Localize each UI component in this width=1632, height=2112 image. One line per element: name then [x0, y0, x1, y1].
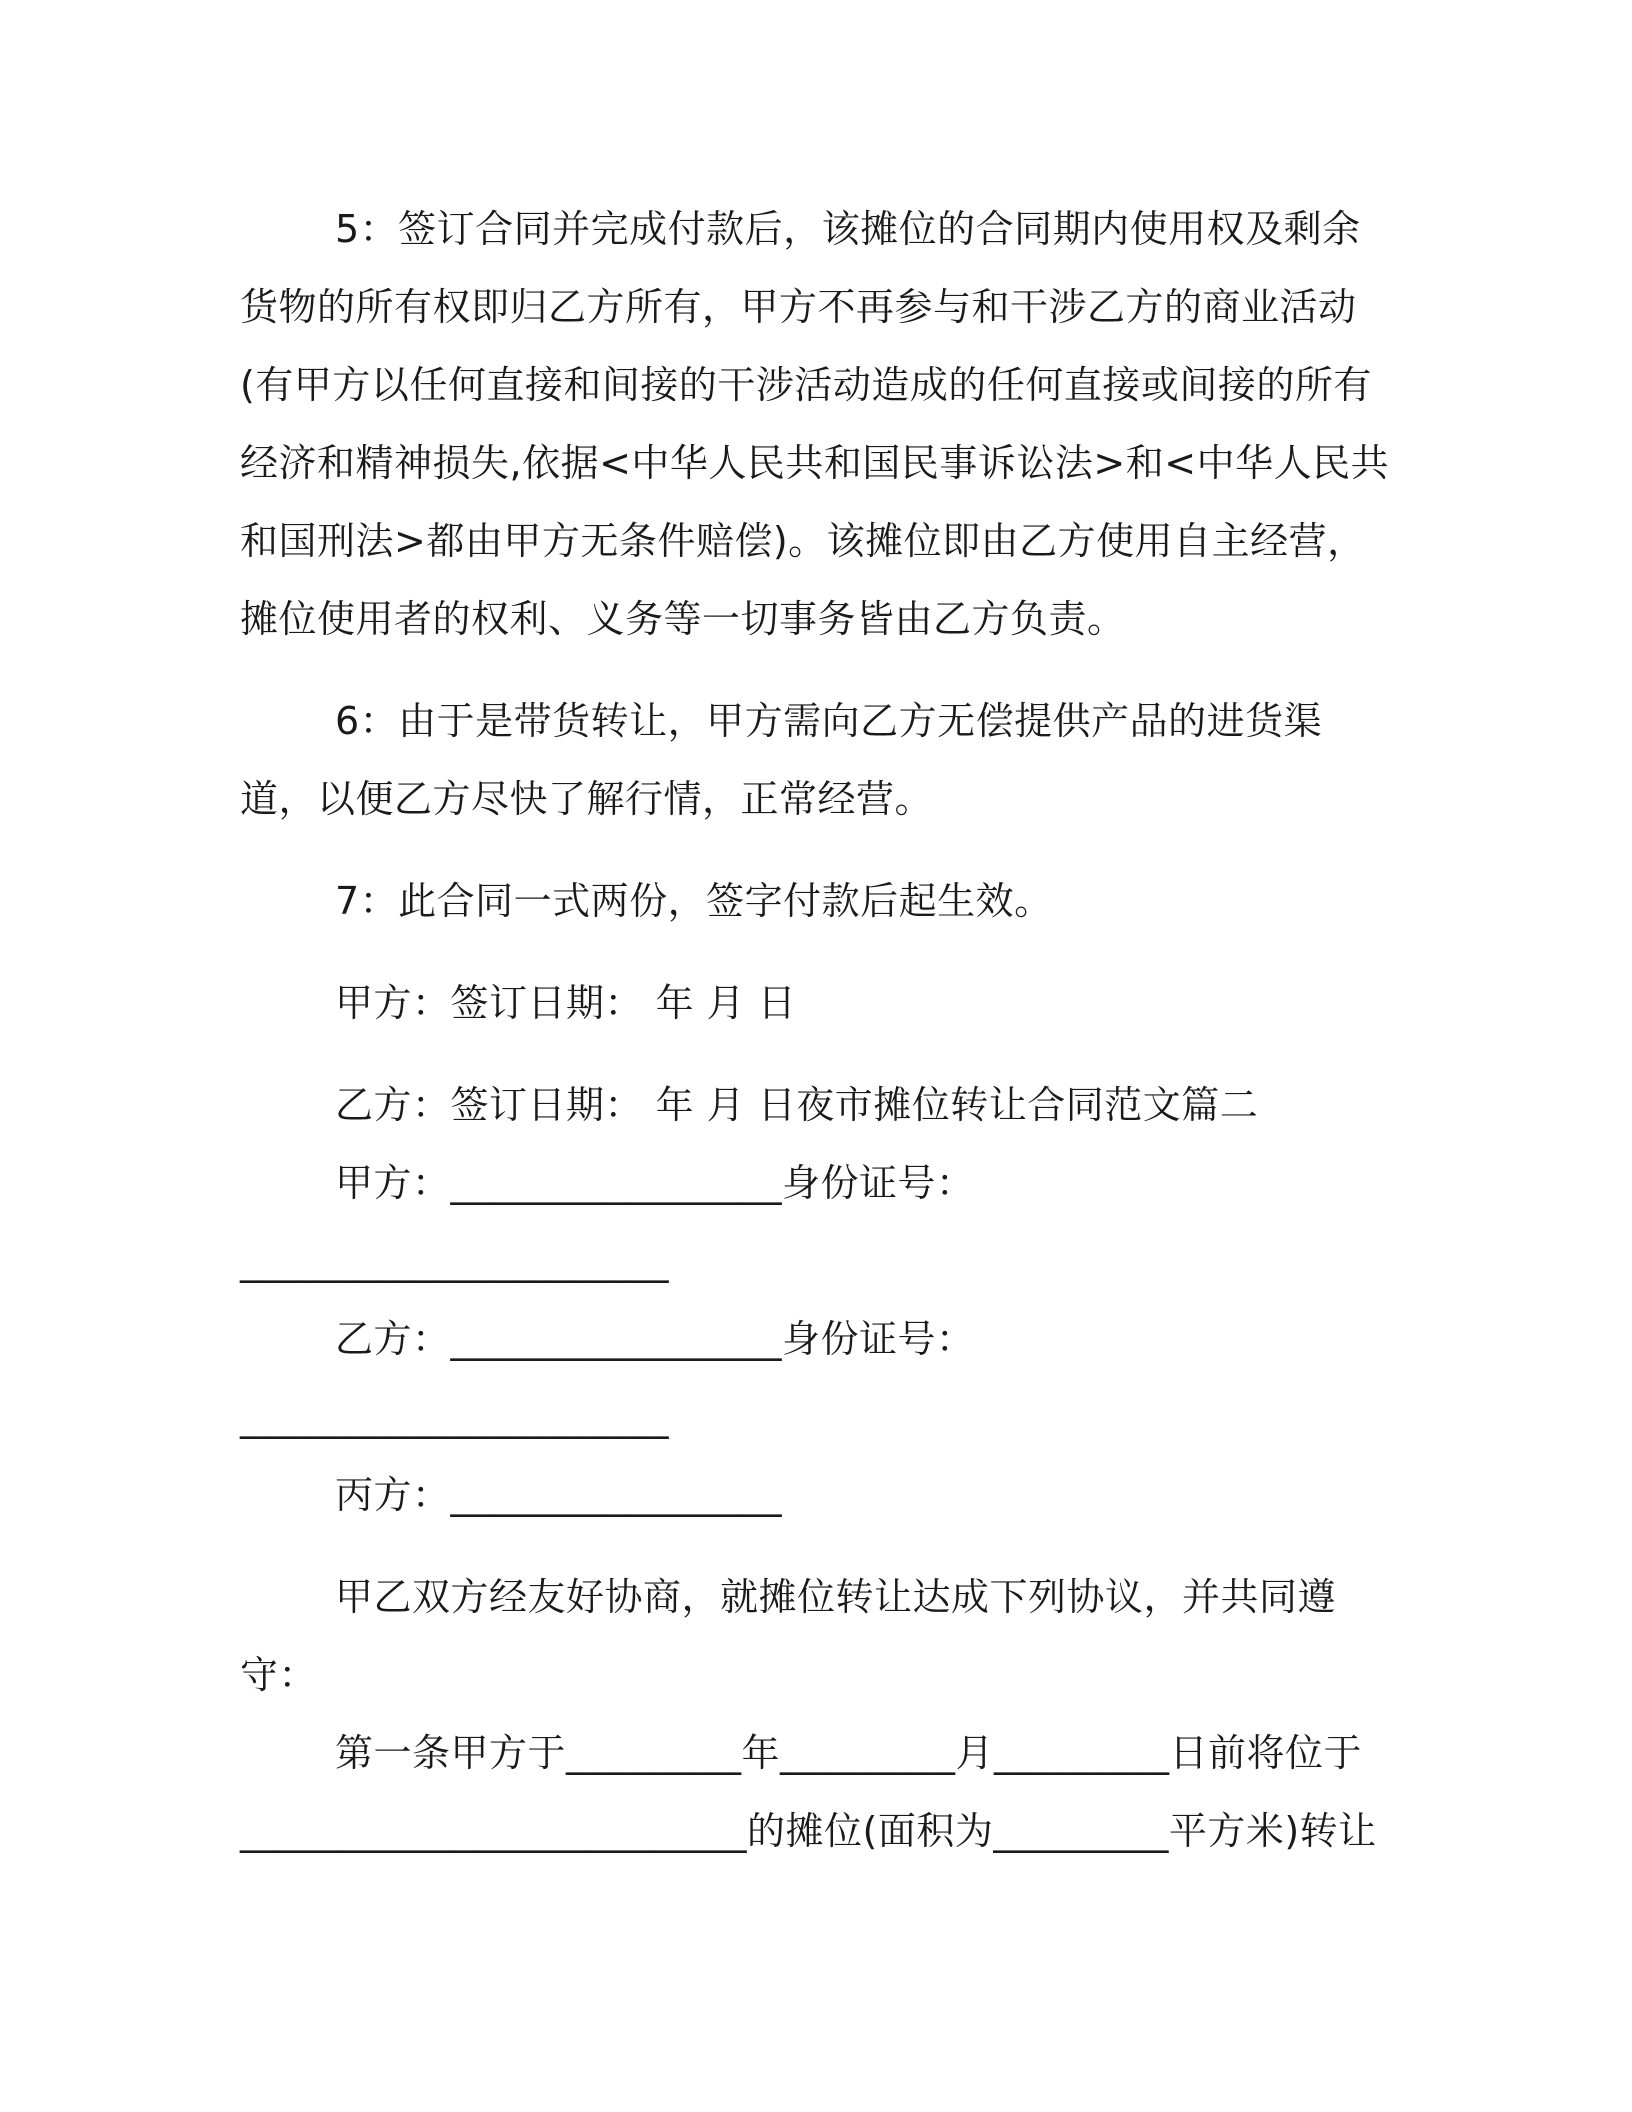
clause-7: 7：此合同一式两份，签字付款后起生效。: [335, 879, 1053, 923]
party-b-sign-date: 乙方：签订日期： 年 月 日夜市摊位转让合同范文篇二: [335, 1083, 1259, 1127]
party-a-line: 甲方：_________________身份证号：: [335, 1161, 975, 1205]
article-1-line-1: 第一条甲方于_________年_________月_________日前将位于: [335, 1731, 1363, 1775]
party-b-line: 乙方：_________________身份证号：: [335, 1317, 975, 1361]
party-a-id-blank: ______________________: [240, 1239, 669, 1283]
clause-6: 6：由于是带货转让，甲方需向乙方无偿提供产品的进货渠道，以便乙方尽快了解行情，正常经营。: [240, 699, 1323, 821]
article-1-line-2: __________________________的摊位(面积为_________平方米)转让: [240, 1809, 1377, 1853]
party-a-sign-date: 甲方：签订日期： 年 月 日: [335, 981, 797, 1025]
agreement-intro: 甲乙双方经友好协商，就摊位转让达成下列协议，并共同遵守：: [240, 1575, 1337, 1697]
clause-5: 5：签订合同并完成付款后，该摊位的合同期内使用权及剩余货物的所有权即归乙方所有，甲方不再参与和干涉乙方的商业活动(有甲方以任何直接和间接的干涉活动造成的任何直接或间接的所有经济和精神损失,依据<中华人民共和国民事诉讼法>和<中华人民共和国刑法>都由甲方无条件赔偿)。该摊位即由乙方使用自主经营，摊位使用者的权利、义务等一切事务皆由乙方负责。: [240, 207, 1390, 641]
document-page: [240, 190, 1390, 1870]
party-c-line: 丙方：_________________: [335, 1473, 783, 1517]
party-b-id-blank: ______________________: [240, 1395, 669, 1439]
